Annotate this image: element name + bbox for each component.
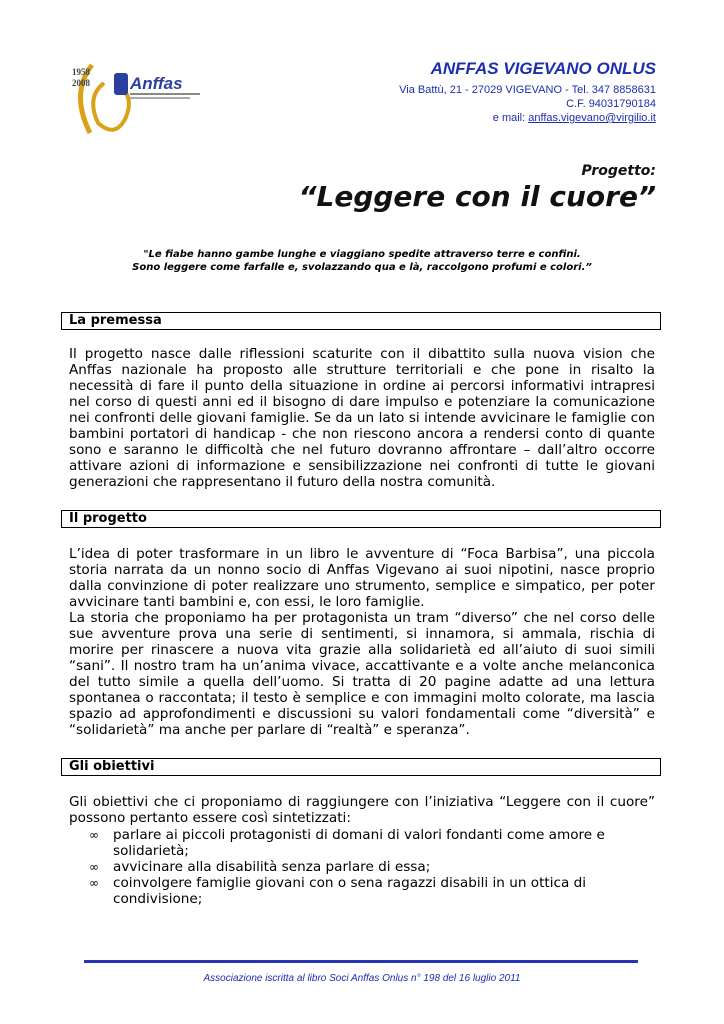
infinity-bullet-icon: ∞ [89, 876, 99, 890]
organization-header [399, 59, 656, 125]
list-item [89, 875, 649, 907]
org-name: ANFFAS VIGEVANO ONLUS [430, 59, 656, 78]
list-item-text: avvicinare alla disabilità senza parlare di essa; [113, 859, 431, 875]
quote-line-1: "Le fiabe hanno gambe lunghe e viaggiano spedite attraverso terre e confini. [143, 249, 581, 260]
logo-brand: Anffas [130, 74, 183, 93]
email-link[interactable]: anffas.vigevano@virgilio.it [528, 112, 656, 124]
section-heading-premessa: La premessa [61, 312, 661, 330]
progetto-paragraph-2: La storia che proponiamo ha per protagonista un tram “diverso” che nel corso delle sue avventure prova una serie di sentimenti, si innamora, si ammala, rischia di morire per rinascere a nuova vita grazie alla solidarietà ed all’aiuto di suoi simili “sani”. Il nostro tram ha un’anima vivace, accattivante e a volte anche melanconica del tutto simile a quella dell’uomo. Si tratta di 20 pagine adatte ad una lettura spontanea o raccontata; il testo è semplice e con immagini molto colorate, ma lascia spazio ad approfondimenti e discussioni su valori fondamentali come “diversità” e “solidarietà” ma anche per parlare di “realtà” e speranza”. [69, 610, 655, 738]
progetto-paragraph-1: L’idea di poter trasformare in un libro le avventure di “Foca Barbisa”, una piccola storia narrata da un nonno socio di Anffas Vigevano ai suoi nipotini, nasce proprio dalla convinzione di poter realizzare uno strumento, semplice e simpatico, per poter avvicinare tanti bambini e, con essi, le loro famiglie. [69, 546, 655, 610]
quote-line-2: Sono leggere come farfalle e, svolazzando qua e là, raccolgono profumi e colori.” [132, 262, 592, 273]
org-tax-code: C.F. 94031790184 [566, 98, 656, 110]
project-label: Progetto: [581, 163, 656, 179]
email-label: e mail: [492, 112, 529, 124]
anffas-50-anniversary-logo [64, 53, 214, 143]
logo-year-start: 1958 [72, 67, 90, 77]
org-address: Via Battù, 21 - 27029 VIGEVANO - Tel. 347 8858631 [399, 84, 656, 96]
section-heading-progetto: Il progetto [61, 510, 661, 528]
list-item-text: coinvolgere famiglie giovani con o sena ragazzi disabili in un ottica di condivisione; [113, 875, 587, 907]
footer-note: Associazione iscritta al libro Soci Anffas Onlus n° 198 del 16 luglio 2011 [203, 973, 521, 984]
section-heading-obiettivi: Gli obiettivi [61, 758, 661, 776]
logo-graphic [64, 53, 214, 143]
logo-year-end: 2008 [72, 78, 90, 88]
obiettivi-intro: Gli obiettivi che ci proponiamo di raggiungere con l’iniziativa “Leggere con il cuore” possono pertanto essere così sintetizzati: [69, 794, 655, 826]
list-item [89, 859, 649, 875]
list-item [89, 827, 649, 859]
list-item-text: parlare ai piccoli protagonisti di domani di valori fondanti come amore e solidarietà; [113, 827, 605, 859]
epigraph-quote [64, 248, 660, 274]
infinity-bullet-icon: ∞ [89, 860, 99, 874]
infinity-bullet-icon: ∞ [89, 828, 99, 842]
org-email-line [399, 111, 656, 125]
project-title: “Leggere con il cuore” [298, 180, 656, 213]
obiettivi-list [89, 827, 649, 907]
premessa-paragraph: Il progetto nasce dalle riflessioni scaturite con il dibattito sulla nuova vision che Anffas nazionale ha proposto alle strutture territoriali e che pone in risalto la necessità di fare il punto della situazione in ordine ai percorsi informativi intrapresi nel corso di questi anni ed il bisogno di dare impulso e potenziare la comunicazione nei confronti delle giovani famiglie. Se da un lato si intende avvicinare le famiglie con bambini portatori di handicap - che non riescono ancora a rendersi conto di quante sono e saranno le difficoltà che nel futuro dovranno affrontare – dall’altro occorre attivare azioni di informazione e sensibilizzazione nei confronti di tutte le giovani generazioni che rappresentano il futuro della nostra comunità. [69, 346, 655, 490]
footer-divider [84, 960, 638, 963]
